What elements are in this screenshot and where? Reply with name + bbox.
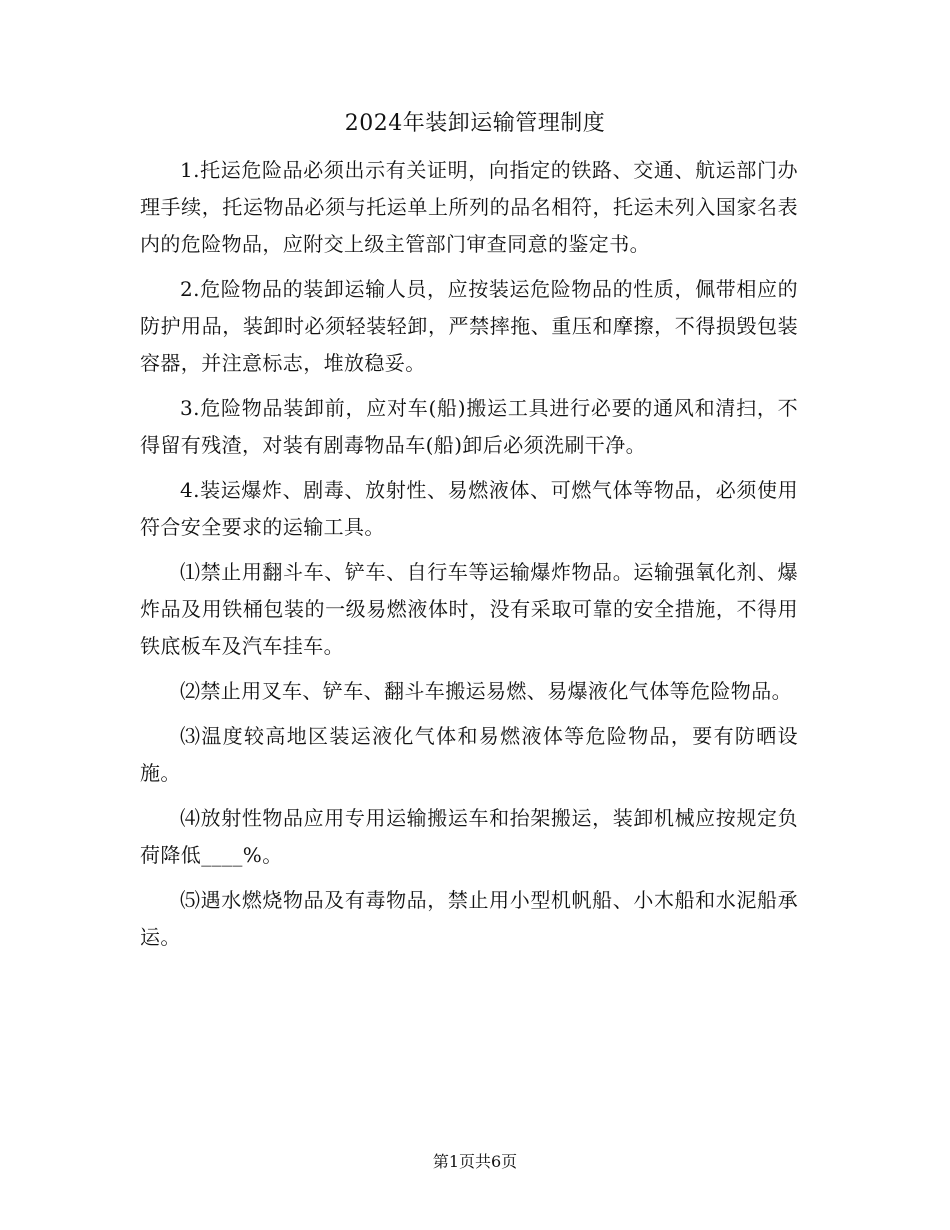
sub-item-3: ⑶温度较高地区装运液化气体和易燃液体等危险物品，要有防晒设施。 [140, 724, 798, 785]
paragraph-4: 4.装运爆炸、剧毒、放射性、易燃液体、可燃气体等物品，必须使用符合安全要求的运输工具。 [140, 478, 798, 539]
paragraph-3: 3.危险物品装卸前，应对车(船)搬运工具进行必要的通风和清扫，不得留有残渣，对装有剧毒物品车(船)卸后必须洗刷干净。 [140, 396, 798, 457]
paragraph-1: 1.托运危险品必须出示有关证明，向指定的铁路、交通、航运部门办理手续，托运物品必须与托运单上所列的品名相符，托运未列入国家名表内的危险物品，应附交上级主管部门审查同意的鉴定书。 [140, 158, 798, 256]
sub-item-4: ⑷放射性物品应用专用运输搬运车和抬架搬运，装卸机械应按规定负荷降低____%。 [140, 806, 798, 867]
paragraph-2: 2.危险物品的装卸运输人员，应按装运危险物品的性质，佩带相应的防护用品，装卸时必须轻装轻卸，严禁摔拖、重压和摩擦，不得损毁包装容器，并注意标志，堆放稳妥。 [140, 277, 798, 375]
document-title: 2024年装卸运输管理制度 [344, 111, 606, 136]
sub-item-5: ⑸遇水燃烧物品及有毒物品，禁止用小型机帆船、小木船和水泥船承运。 [140, 888, 798, 949]
sub-item-2: ⑵禁止用叉车、铲车、翻斗车搬运易燃、易爆液化气体等危险物品。 [180, 679, 792, 703]
page-number: 第1页共6页 [432, 1152, 518, 1171]
document-body [140, 152, 798, 964]
sub-item-1: ⑴禁止用翻斗车、铲车、自行车等运输爆炸物品。运输强氧化剂、爆炸品及用铁桶包装的一级易燃液体时，没有采取可靠的安全措施，不得用铁底板车及汽车挂车。 [140, 560, 798, 658]
